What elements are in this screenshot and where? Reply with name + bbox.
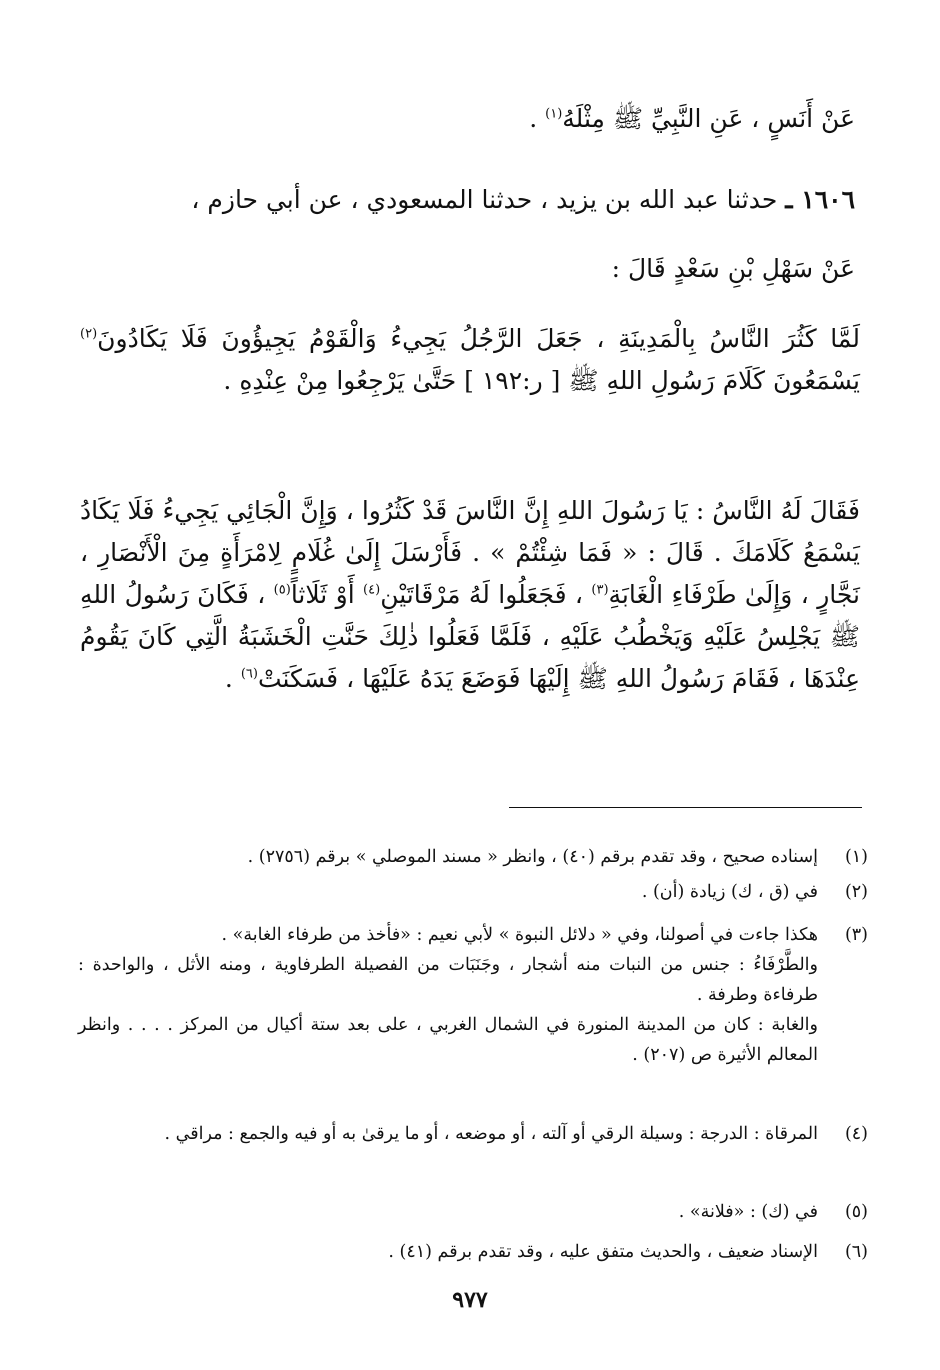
hadith-matn-paragraph-2 xyxy=(80,490,860,700)
footnote-ref-1: (١) xyxy=(545,106,563,122)
footnote-text: في (ك) : «فلانة» . xyxy=(678,1202,818,1222)
footnote-number: (٦) xyxy=(844,1242,868,1262)
footnote-5 xyxy=(78,1197,868,1227)
matn-p2-part4: ، فَكَانَ رَسُولُ اللهِ ﷺ يَجْلِسُ عَلَيْهِ وَيَخْطُبُ عَلَيْهِ ، فَلَمَّا فَعَلُوا ذٰلِكَ حَنَّتِ الْخَشَبَةُ الَّتِي كَانَ يَقُومُ عِنْدَهَا ، فَقَامَ رَسُولُ اللهِ ﷺ إِلَيْهَا فَوَضَعَ يَدَهُ عَلَيْهَا ، فَسَكَنَتْ xyxy=(80,580,860,693)
footnote-text: إسناده صحيح ، وقد تقدم برقم (٤٠) ، وانظر « مسند الموصلي » برقم (٢٧٥٦) . xyxy=(247,847,818,867)
footnote-1 xyxy=(78,842,868,872)
hadith-number: ١٦٠٦ ـ xyxy=(785,185,855,214)
footnote-ref-2: (٢) xyxy=(80,326,98,342)
footnote-ref-4: (٤) xyxy=(363,582,381,598)
footnote-text: في (ق ، ك) زيادة (أن) . xyxy=(641,882,818,902)
footnote-6 xyxy=(78,1237,868,1267)
footnote-text: والغابة : كان من المدينة المنورة في الشمال الغربي ، على بعد ستة أكيال من المركز . . . . وانظر المعالم الأثيرة ص (٢٠٧) . xyxy=(78,1015,818,1065)
footnote-number: (٣) xyxy=(844,925,868,945)
footnote-number: (٤) xyxy=(844,1124,868,1144)
hadith-continuation-line xyxy=(529,102,855,138)
page-number: ٩٧٧ xyxy=(452,1287,488,1313)
isnad-text-1: حدثنا عبد الله بن يزيد ، حدثنا المسعودي ، عن أبي حازم ، xyxy=(191,185,786,214)
footnote-2 xyxy=(78,877,868,907)
hadith-isnad-line-1 xyxy=(191,183,855,219)
footnote-ref-3: (٣) xyxy=(591,582,609,598)
isnad-text-2: عَنْ سَهْلِ بْنِ سَعْدٍ قَالَ : xyxy=(611,254,855,283)
footnote-4 xyxy=(78,1119,868,1149)
footnote-separator xyxy=(509,807,862,808)
footnote-3 xyxy=(78,920,868,1070)
matn-p1-part1: لَمَّا كَثُرَ النَّاسُ بِالْمَدِينَةِ ، جَعَلَ الرَّجُلُ يَجِيءُ وَالْقَوْمُ يَجِيؤُونَ فَلَا يَكَادُونَ xyxy=(97,324,860,353)
footnote-text: الإسناد ضعيف ، والحديث متفق عليه ، وقد تقدم برقم (٤١) . xyxy=(388,1242,818,1262)
hadith-continuation-text: عَنْ أَنَسٍ ، عَنِ النَّبِيِّ ﷺ مِثْلَهُ xyxy=(562,104,855,133)
footnote-ref-5: (٥) xyxy=(273,582,291,598)
hadith-isnad-line-2 xyxy=(612,252,855,288)
footnote-number: (٥) xyxy=(844,1202,868,1222)
footnote-number: (٢) xyxy=(844,882,868,902)
hadith-continuation-tail: . xyxy=(529,104,546,133)
matn-p2-part3: أَوْ ثَلَاثاً xyxy=(290,580,364,609)
matn-p1-part2: يَسْمَعُونَ كَلَامَ رَسُولِ اللهِ ﷺ [ ر:١٩٢ ] حَتَّىٰ يَرْجِعُوا مِنْ عِنْدِهِ . xyxy=(223,366,860,395)
footnote-text: والطَّرْفَاءُ : جنس من النبات منه أشجار ، وجَنَبَات من الفصيلة الطرفاوية ، ومنه الأثل ، والواحدة : طرفاءة وطرفة . xyxy=(78,955,818,1005)
matn-p2-tail: . xyxy=(224,664,241,693)
footnote-text: هكذا جاءت في أصولنا، وفي « دلائل النبوة » لأبي نعيم : «فأخذ من طرفاء الغابة» . xyxy=(221,925,818,945)
footnote-number: (١) xyxy=(844,847,868,867)
footnote-ref-6: (٦) xyxy=(240,666,258,682)
matn-p2-part2: ، فَجَعَلُوا لَهُ مَرْقَاتَيْنِ xyxy=(380,580,592,609)
matn-p2-part1: فَقَالَ لَهُ النَّاسُ : يَا رَسُولَ اللهِ إِنَّ النَّاسَ قَدْ كَثُرُوا ، وَإِنَّ الْجَائِي يَجِيءُ فَلَا يَكَادُ يَسْمَعُ كَلَامَكَ . قَالَ : « فَمَا شِئْتُمْ » . فَأَرْسَلَ إِلَىٰ غُلَامٍ لِامْرَأَةٍ مِنَ الْأَنْصَارِ ، نَجَّارٍ ، وَإِلَىٰ طَرْفَاءِ الْغَابَةِ xyxy=(80,496,860,609)
footnote-text: المرقاة : الدرجة : وسيلة الرقي أو آلته ، أو موضعه ، أو ما يرقىٰ به أو فيه والجمع : مراقي . xyxy=(164,1124,818,1144)
hadith-matn-paragraph-1 xyxy=(80,318,860,402)
